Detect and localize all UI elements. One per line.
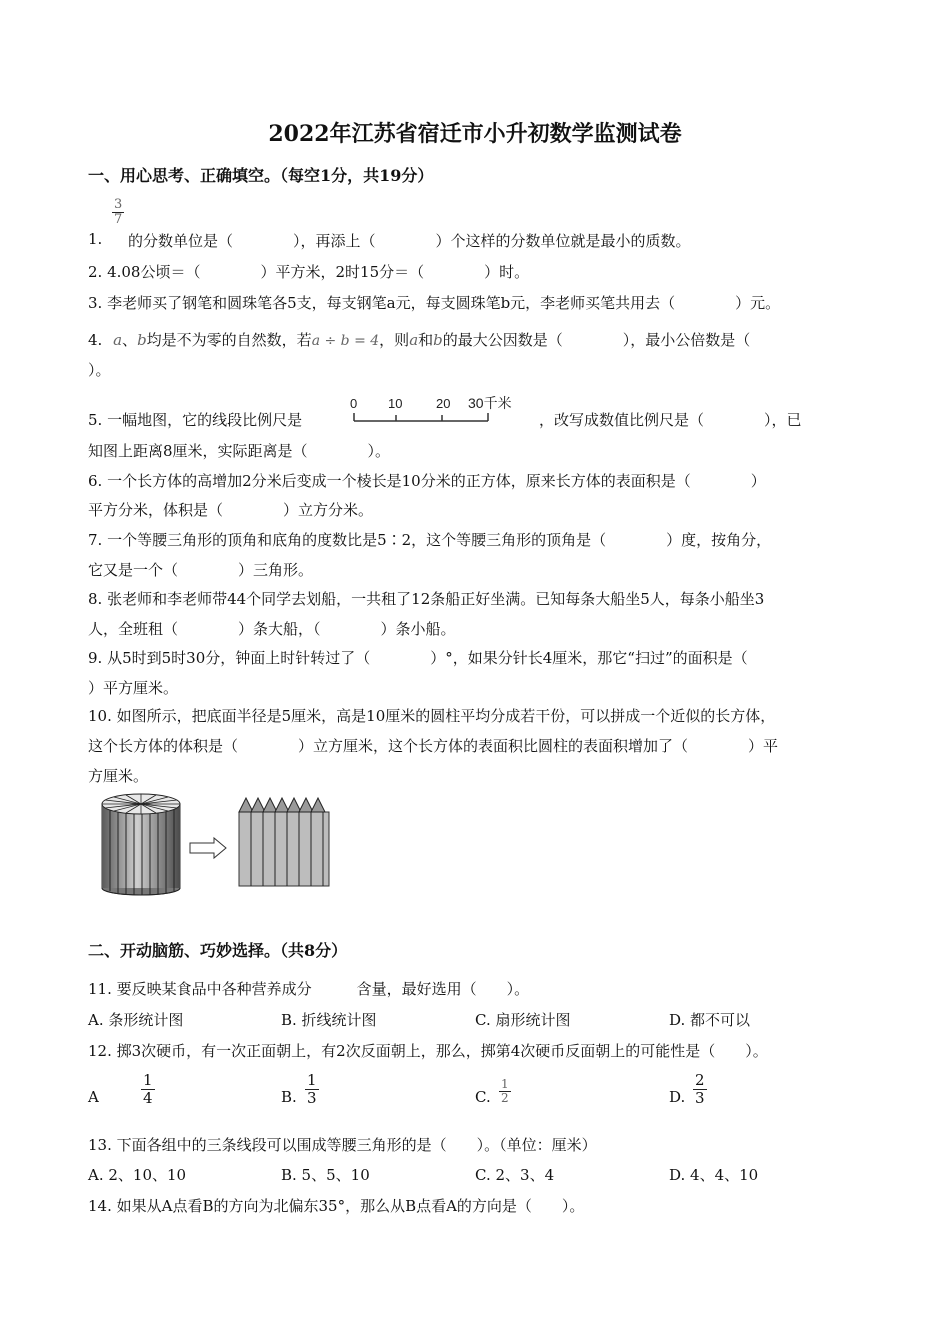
q12-c-den: 2 (501, 1091, 509, 1106)
question-10-line-1: 10. 如图所示，把底面半径是5厘米，高是10厘米的圆柱平均分成若干份，可以拼成一个近似的长方体， (88, 707, 776, 725)
q12-option-a-label: A (88, 1088, 99, 1106)
question-12: 12. 掷3次硬币，有一次正面朝上，有2次反面朝上，那么，掷第4次硬币反面朝上的可能性是（ ）。 (88, 1042, 768, 1060)
q4-number: 4. (88, 331, 103, 349)
q11-option-d: D. 都不可以 (669, 1011, 751, 1029)
question-13: 13. 下面各组中的三条线段可以围成等腰三角形的是（ ）。（单位：厘米） (88, 1136, 597, 1154)
cylinder-to-cuboid-figure (96, 790, 336, 896)
q12-d-den: 3 (695, 1088, 705, 1107)
q12-option-c-label: C. (475, 1088, 491, 1106)
question-4 (88, 329, 750, 350)
section-2-heading: 二、开动脑筋、巧妙选择。（共8分） (88, 941, 348, 960)
q11-option-a: A. 条形统计图 (88, 1011, 184, 1029)
q12-b-num: 1 (307, 1071, 317, 1089)
q5-text-2: ，改写成数值比例尺是（ ），已 (539, 411, 802, 429)
q5-text-1: 一幅地图，它的线段比例尺是 (107, 411, 303, 429)
question-8-line-2: 人，全班租（ ）条大船，（ ）条小船。 (88, 620, 456, 638)
scale-label-20: 20 (436, 396, 451, 411)
q13-option-b: B. 5、5、10 (281, 1166, 370, 1184)
scale-label-10: 10 (388, 396, 403, 411)
q13-option-c: C. 2、3、4 (475, 1166, 555, 1184)
question-3: 3. 李老师买了钢笔和圆珠笔各5支，每支钢笔a元，每支圆珠笔b元，李老师买笔共用去（ ）元。 (88, 294, 781, 312)
page-title: 2022年江苏省宿迁市小升初数学监测试卷 (268, 121, 682, 147)
q4-var-a: a (113, 331, 123, 349)
q13-option-d: D. 4、4、10 (669, 1166, 759, 1184)
q12-option-d-label: D. (669, 1088, 686, 1106)
q5-number: 5. (88, 411, 103, 429)
q11-option-b: B. 折线统计图 (281, 1011, 377, 1029)
q12-d-num: 2 (695, 1071, 705, 1089)
question-7-line-2: 它又是一个（ ）三角形。 (88, 561, 314, 579)
q12-option-c-fraction (499, 1078, 511, 1105)
q4-line-2: ）。 (88, 361, 111, 379)
q12-option-d-fraction (693, 1072, 707, 1106)
question-7-line-1: 7. 一个等腰三角形的顶角和底角的度数比是5∶2，这个等腰三角形的顶角是（ ）度，按角分， (88, 531, 772, 549)
q4-text-3: 的最大公因数是（ ），最小公倍数是（ (442, 331, 751, 349)
q12-option-b-label: B. (281, 1088, 297, 1106)
q12-c-num: 1 (501, 1077, 509, 1091)
question-11: 11. 要反映某食品中各种营养成分 含量，最好选用（ ）。 (88, 980, 530, 998)
q12-option-a-fraction (141, 1072, 155, 1106)
q4-expression: a ÷ b = 4 (311, 333, 380, 349)
scale-label-30: 30千米 (468, 395, 512, 411)
question-9-line-1: 9. 从5时到5时30分，钟面上时针转过了（ ）°，如果分针长4厘米，那它“扫过”的面积是（ (88, 649, 748, 667)
q1-frac-num: 3 (114, 197, 123, 212)
q11-option-c: C. 扇形统计图 (475, 1011, 571, 1029)
q4-var-b: b (137, 331, 147, 349)
question-6-line-1: 6. 一个长方体的高增加2分米后变成一个棱长是10分米的正方体，原来长方体的表面积是（ ） (88, 472, 766, 490)
arrow-right-icon (190, 838, 226, 858)
q4-sep: 、 (122, 331, 138, 349)
q12-a-num: 1 (143, 1071, 153, 1089)
question-10-line-3: 方厘米。 (88, 767, 149, 785)
q12-a-den: 4 (143, 1088, 153, 1107)
q4-var-b-2: b (433, 331, 443, 349)
question-14: 14. 如果从A点看B的方向为北偏东35°，那么从B点看A的方向是（ ）。 (88, 1197, 585, 1215)
q1-text: 的分数单位是（ ），再添上（ ）个这样的分数单位就是最小的质数。 (128, 232, 691, 250)
q1-fraction (112, 198, 124, 228)
question-10-line-2: 这个长方体的体积是（ ）立方厘米，这个长方体的表面积比圆柱的表面积增加了（ ）平 (88, 737, 779, 755)
q4-text-1: 均是不为零的自然数，若 (146, 331, 312, 349)
question-8-line-1: 8. 张老师和李老师带44个同学去划船，一共租了12条船正好坐满。已知每条大船坐5人，每条小船坐3 (88, 590, 765, 608)
q1-number: 1. (88, 230, 103, 248)
q4-text-2: ，则 (379, 331, 410, 349)
cuboid-icon (239, 798, 329, 886)
question-9-line-2: ）平方厘米。 (88, 679, 179, 697)
question-6-line-2: 平方分米，体积是（ ）立方分米。 (88, 501, 374, 519)
scale-bar-figure (340, 392, 530, 428)
q1-frac-den: 7 (114, 212, 123, 228)
cylinder-icon (102, 794, 180, 895)
q13-option-a: A. 2、10、10 (88, 1166, 187, 1184)
scale-label-0: 0 (350, 396, 358, 411)
section-1-heading: 一、用心思考、正确填空。（每空1分，共19分） (88, 166, 434, 185)
q5-line-2: 知图上距离8厘米，实际距离是（ ）。 (88, 442, 391, 460)
question-2: 2. 4.08公顷＝（ ）平方米，2时15分＝（ ）时。 (88, 263, 530, 281)
q4-and: 和 (418, 331, 434, 349)
q4-var-a-2: a (409, 331, 419, 349)
question-5 (88, 409, 302, 430)
q12-option-b-fraction (305, 1072, 319, 1106)
q12-b-den: 3 (307, 1088, 317, 1107)
